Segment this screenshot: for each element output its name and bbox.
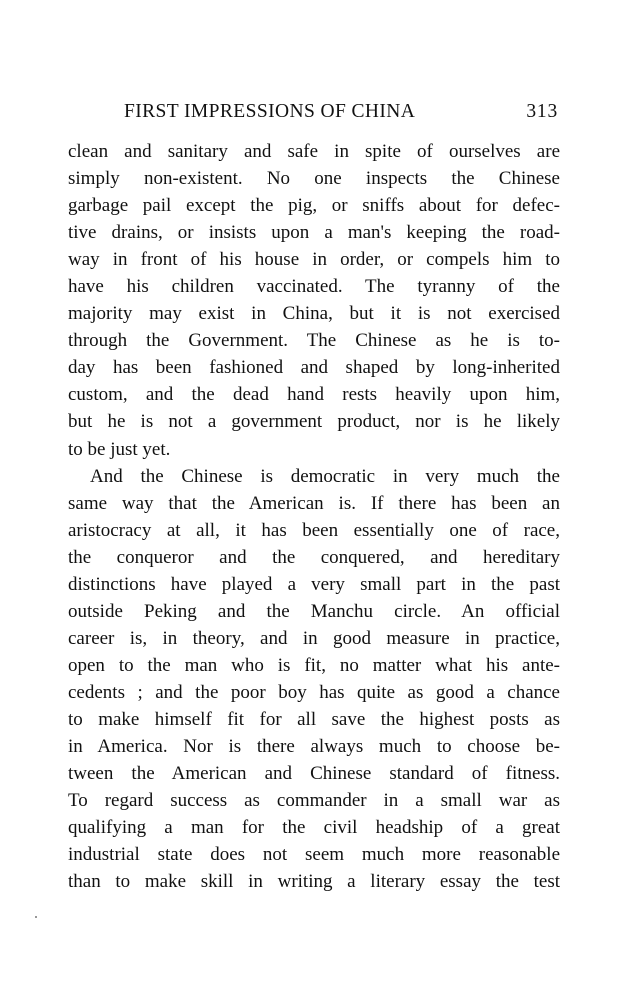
- page-number: 313: [526, 101, 558, 122]
- text-line: outside Peking and the Manchu circle. An official: [68, 600, 560, 622]
- text-line: distinctions have played a very small part in the past: [68, 573, 560, 595]
- text-line: in America. Nor is there always much to choose be-: [68, 736, 560, 758]
- paragraph-2: [68, 463, 560, 896]
- text-line: garbage pail except the pig, or sniffs about for defec-: [68, 195, 560, 217]
- text-line: simply non-existent. No one inspects the Chinese: [68, 168, 560, 190]
- running-head: [68, 101, 560, 131]
- text-line: have his children vaccinated. The tyranny of the: [68, 276, 560, 298]
- text-line: same way that the American is. If there has been an: [68, 492, 560, 514]
- text-line: day has been fashioned and shaped by long-inherited: [68, 357, 560, 379]
- text-line: to be just yet.: [68, 438, 171, 460]
- paragraph-1: [68, 138, 560, 463]
- text-line: qualifying a man for the civil headship of a great: [68, 817, 560, 839]
- text-line: tween the American and Chinese standard of fitness.: [68, 763, 560, 785]
- text-line: to make himself fit for all save the highest posts as: [68, 708, 560, 730]
- text-line: through the Government. The Chinese as he is to-: [68, 330, 560, 352]
- text-line: And the Chinese is democratic in very much the: [90, 465, 560, 487]
- text-line: than to make skill in writing a literary essay the test: [68, 871, 560, 893]
- running-title: FIRST IMPRESSIONS OF CHINA: [124, 101, 416, 122]
- text-line: custom, and the dead hand rests heavily upon him,: [68, 384, 560, 406]
- text-line: tive drains, or insists upon a man's keeping the road-: [68, 222, 560, 244]
- text-line: career is, in theory, and in good measure in practice,: [68, 627, 560, 649]
- text-line: clean and sanitary and safe in spite of ourselves are: [68, 141, 560, 162]
- text-line: way in front of his house in order, or compels him to: [68, 249, 560, 271]
- text-line: industrial state does not seem much more reasonable: [68, 844, 560, 866]
- text-line: aristocracy at all, it has been essentially one of race,: [68, 519, 560, 541]
- text-line: cedents ; and the poor boy has quite as good a chance: [68, 681, 560, 703]
- body-text: [68, 138, 560, 895]
- text-line: To regard success as commander in a small war as: [68, 790, 560, 812]
- margin-speck: [35, 916, 37, 918]
- text-line: majority may exist in China, but it is not exercised: [68, 303, 560, 325]
- text-line: open to the man who is fit, no matter what his ante-: [68, 654, 560, 676]
- text-line: but he is not a government product, nor is he likely: [68, 411, 560, 433]
- text-line: the conqueror and the conquered, and hereditary: [68, 546, 560, 568]
